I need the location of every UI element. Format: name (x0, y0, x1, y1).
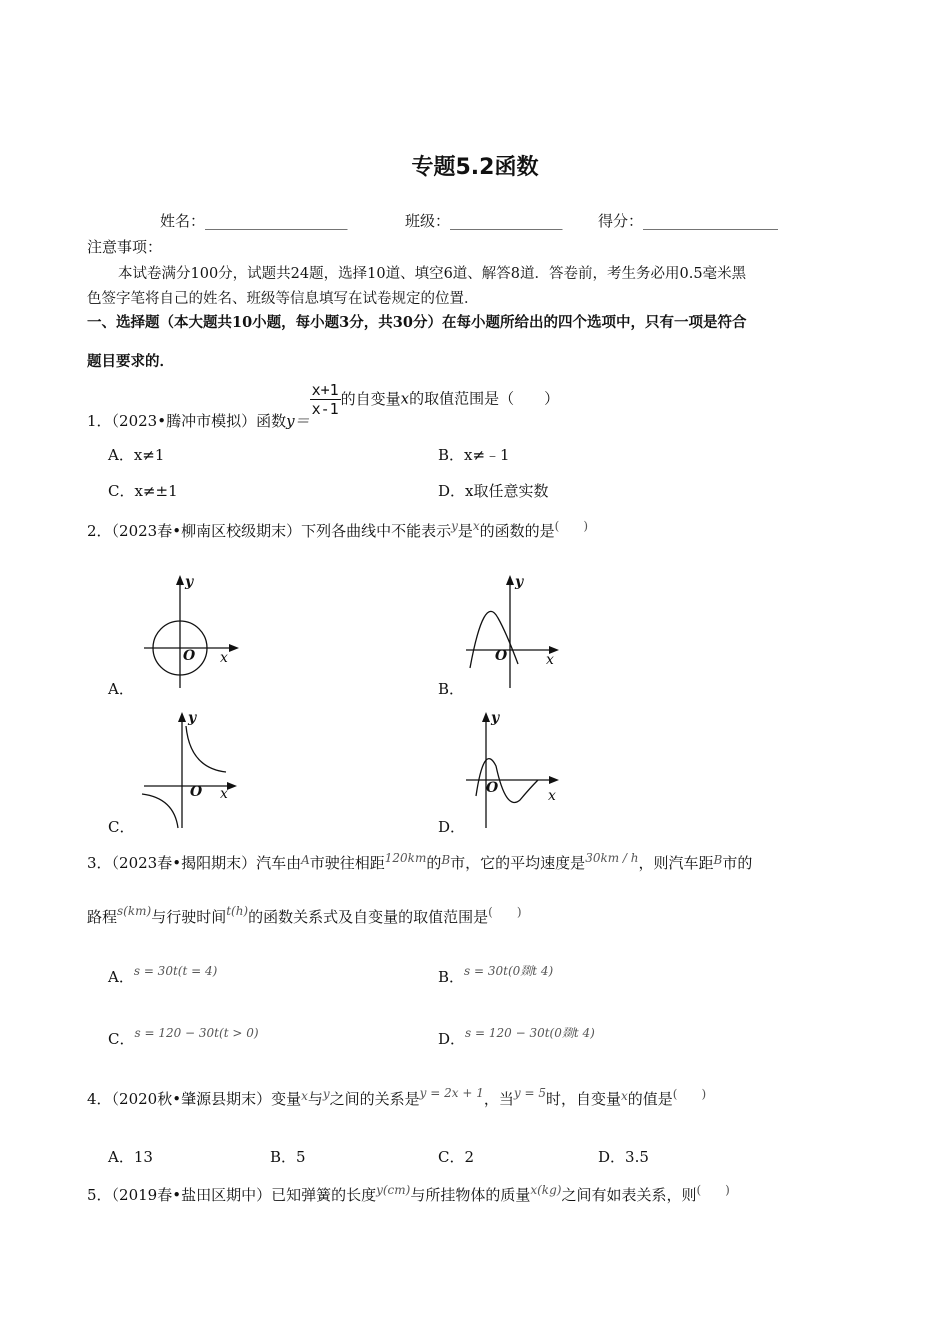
graph-b-curve (470, 611, 518, 668)
q4-mid2: 之间的关系是 (329, 1090, 420, 1108)
q3-option-d[interactable] (438, 1028, 595, 1049)
graph-d-y-arrow (482, 712, 490, 722)
q3-line2-suf: 的函数关系式及自变量的取值范围是 (248, 908, 489, 926)
notes-heading: 注意事项： (87, 238, 163, 256)
graph-c-origin: O (190, 784, 203, 800)
notes-line1: 本试卷满分100分，试题共24题，选择10道、填空6道、解答8道．答卷前，考生务必用0.5毫米黑 (118, 266, 747, 282)
question-3-line2 (87, 906, 522, 927)
q3-b-city2: B (713, 853, 723, 867)
graph-a-x-arrow (229, 644, 239, 652)
q2-y: y (451, 519, 458, 533)
question-1 (87, 381, 560, 430)
q2-option-d[interactable]: D． (438, 818, 466, 836)
q4-paren[interactable]: ( ) (672, 1087, 707, 1101)
q4-y: y (322, 1087, 330, 1101)
q3-mid2: 的 (426, 854, 442, 872)
q1-suffix: 的自变量 (340, 389, 401, 408)
graph-d-origin: O (486, 780, 499, 796)
q3-dist: 120km (384, 851, 427, 865)
q3-b-text: s = 30t(0剟t 4) (464, 964, 554, 978)
graph-a-y-arrow (176, 575, 184, 585)
graph-b-y-label: y (515, 574, 524, 590)
q4-eq: y = 2x + 1 (419, 1086, 484, 1100)
q1-option-c[interactable]: C．x≠±1 (108, 482, 178, 500)
page-title: 专题5.2函数 (411, 155, 539, 180)
q3-paren[interactable]: ( ) (488, 905, 522, 919)
class-field (405, 210, 563, 231)
graph-b-origin: O (495, 648, 508, 664)
graph-c-y-arrow (178, 712, 186, 722)
q2-paren[interactable]: ( ) (554, 519, 589, 533)
q1-suffix2: 的取值范围是（ ） (409, 389, 560, 408)
graph-c-x-label: x (220, 786, 228, 802)
q3-option-c[interactable] (108, 1028, 259, 1049)
q2-option-c[interactable]: C． (108, 818, 135, 836)
section-heading-line2: 题目要求的． (87, 353, 174, 370)
graph-a-x-label: x (220, 650, 228, 666)
q3-c-label: C． (108, 1030, 135, 1048)
graph-a-y-label: y (185, 574, 194, 590)
graph-b-x-label: x (546, 652, 554, 668)
section-heading-line1: 一、选择题（本大题共10小题，每小题3分，共30分）在每小题所给出的四个选项中，只有一项是符合 (87, 314, 747, 331)
name-label: 姓名： (160, 212, 206, 230)
q1-var: x (400, 389, 410, 408)
q3-mid5: 市的 (722, 854, 753, 872)
q3-d-text: s = 120 − 30t(0剟t 4) (465, 1026, 595, 1040)
q5-prefix: 5．（2019春•盐田区期中）已知弹簧的长度 (87, 1186, 377, 1204)
graph-c-curve-right (186, 726, 226, 772)
q4-option-b[interactable]: B．5 (270, 1148, 306, 1166)
graph-d-x-arrow (549, 776, 559, 784)
graph-d-y-label: y (491, 710, 500, 726)
q3-line2-mid: 与行驶时间 (151, 908, 227, 926)
q4-option-c[interactable]: C．2 (438, 1148, 475, 1166)
graph-c-curve-left (142, 794, 178, 828)
q3-mid3: 市，它的平均速度是 (450, 854, 586, 872)
question-4 (87, 1088, 706, 1109)
q1-y-eq: y＝ (286, 411, 310, 430)
q3-line2-pre: 路程 (87, 908, 118, 926)
q2-suffix: 的函数的是 (479, 522, 555, 540)
class-line[interactable]: _______________ (450, 212, 563, 230)
q1-prefix: 1．（2023•腾冲市模拟）函数 (87, 411, 287, 430)
q5-suffix: 之间有如表关系，则 (561, 1186, 697, 1204)
q5-x: x(kg) (530, 1183, 562, 1197)
q2-option-b[interactable]: B． (438, 680, 465, 698)
q1-option-a[interactable]: A．x≠1 (108, 446, 165, 464)
q3-a-label: A． (108, 968, 134, 986)
graph-d-x-label: x (548, 788, 556, 804)
q4-mid3: ，当 (483, 1090, 514, 1108)
q3-option-a[interactable] (108, 966, 217, 987)
q5-mid: 与所挂物体的质量 (410, 1186, 531, 1204)
q3-t: t(h) (226, 904, 249, 918)
graph-c-y-label: y (188, 710, 197, 726)
q3-mid4: ，则汽车距 (638, 854, 714, 872)
q1-option-b[interactable]: B．x≠﹣1 (438, 446, 510, 464)
question-5 (87, 1184, 730, 1205)
notes-line2: 色签字笔将自己的姓名、班级等信息填写在试卷规定的位置． (87, 291, 479, 307)
q3-s: s(km) (117, 904, 152, 918)
q1-numerator: x+1 (311, 381, 339, 399)
graph-a-origin: O (183, 648, 196, 664)
score-line[interactable]: __________________ (643, 212, 779, 230)
q4-prefix: 4．（2020秋•肇源县期末）变量 (87, 1090, 302, 1108)
q2-prefix: 2．（2023春•柳南区校级期末）下列各曲线中不能表示 (87, 522, 452, 540)
q3-option-b[interactable] (438, 966, 553, 987)
q2-option-a[interactable]: A． (108, 680, 134, 698)
score-field (598, 210, 778, 231)
q4-cond: y = 5 (513, 1086, 546, 1100)
q4-suffix: 的值是 (627, 1090, 673, 1108)
q5-y: y(cm) (376, 1183, 411, 1197)
graph-b-y-arrow (506, 575, 514, 585)
q1-fraction (310, 381, 341, 418)
q3-d-label: D． (438, 1030, 466, 1048)
q5-paren[interactable]: ( ) (696, 1183, 730, 1197)
q3-prefix: 3．（2023春•揭阳期末）汽车由 (87, 854, 302, 872)
q3-b-label: B． (438, 968, 465, 986)
q4-mid4: 时，自变量 (545, 1090, 621, 1108)
graph-a[interactable] (140, 572, 250, 692)
q3-speed: 30km / h (585, 851, 639, 865)
q4-mid1: 与 (307, 1090, 323, 1108)
q2-mid: 是 (457, 522, 473, 540)
score-label: 得分： (598, 212, 644, 230)
graph-d[interactable] (462, 708, 572, 832)
graph-c[interactable] (140, 708, 250, 832)
graph-c-x-arrow (227, 782, 237, 790)
class-label: 班级： (405, 212, 451, 230)
question-3-line1 (87, 852, 752, 873)
question-2 (87, 520, 588, 541)
q4-x: x (301, 1089, 308, 1103)
graph-b[interactable] (462, 572, 572, 692)
q3-c-text: s = 120 − 30t(t > 0) (134, 1026, 259, 1040)
q3-b-city: B (441, 853, 451, 867)
q3-a-text: s = 30t(t = 4) (133, 964, 218, 978)
q3-a-city: A (301, 853, 310, 867)
q2-x: x (472, 519, 480, 533)
q1-denominator: x-1 (311, 400, 339, 418)
name-line[interactable]: ___________________ (205, 212, 348, 230)
q4-option-a[interactable]: A．13 (108, 1148, 153, 1166)
q3-mid1: 市驶往相距 (309, 854, 385, 872)
name-field (160, 210, 348, 231)
q1-option-d[interactable]: D．x取任意实数 (438, 482, 549, 500)
q4-option-d[interactable]: D．3.5 (598, 1148, 649, 1166)
q4-x2: x (621, 1089, 628, 1103)
